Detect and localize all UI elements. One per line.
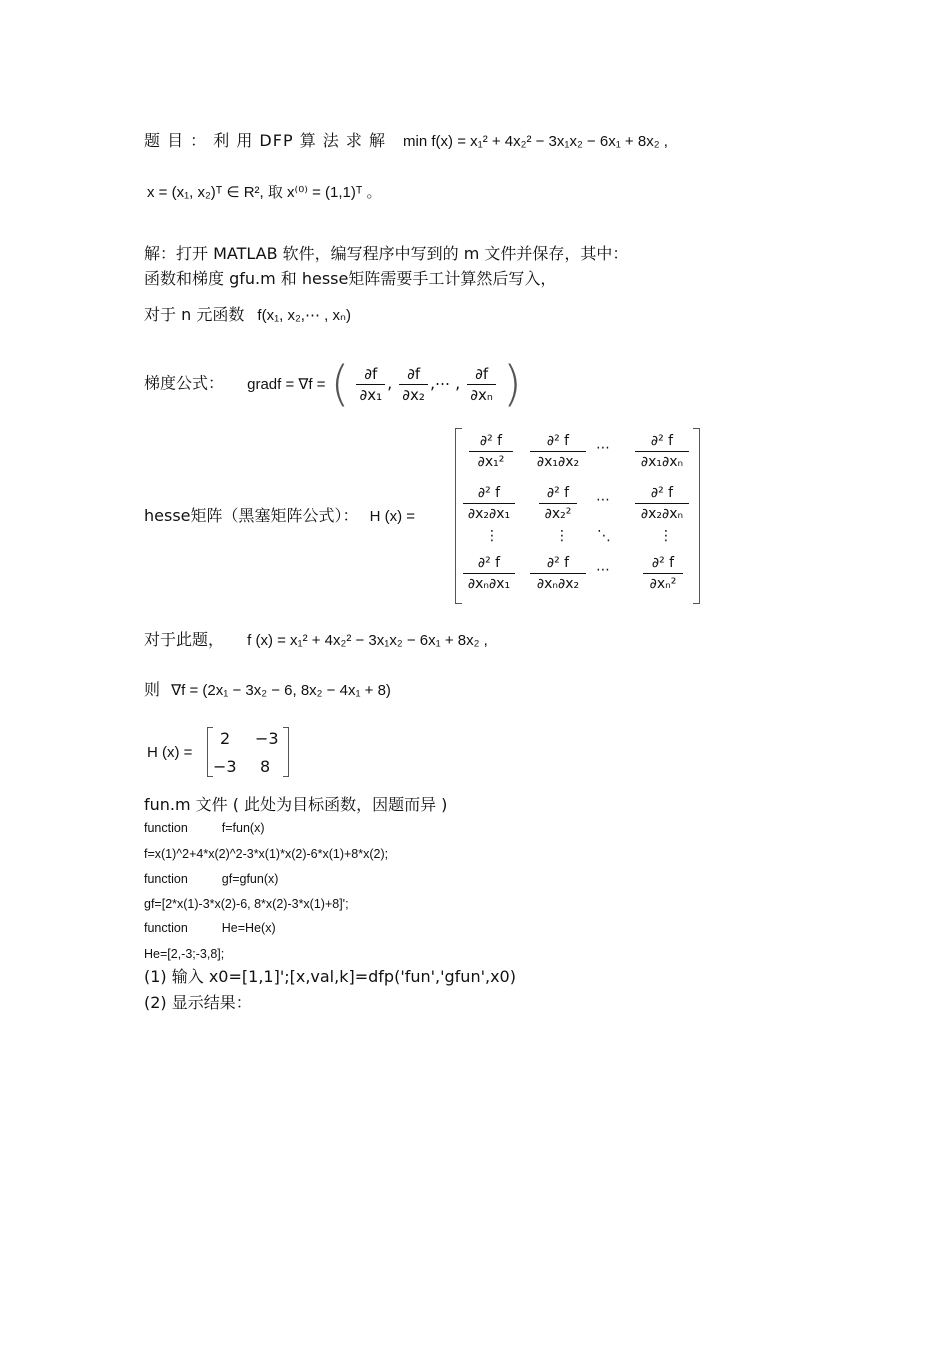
vdots: ⋮ (659, 528, 673, 544)
hesse-label-line (144, 506, 415, 527)
this-problem-label: 对于此题， (144, 630, 225, 649)
partial-x1-fraction (356, 364, 385, 405)
cell-num: ∂² f (530, 553, 586, 574)
cell-num: ∂² f (539, 483, 577, 504)
h-matrix-lhs: H (x) = (147, 744, 193, 761)
solution-line-2: 函数和梯度 gfu.m 和 hesse矩阵需要手工计算然后写入， (144, 269, 557, 288)
cell-num: ∂² f (635, 483, 689, 504)
h-matrix-11: 2 (220, 729, 231, 748)
code-line (144, 894, 349, 914)
hdots: ⋯ (596, 440, 610, 456)
hesse-cell-11 (469, 431, 513, 472)
hesse-cell-n2 (530, 553, 586, 594)
cell-num: ∂² f (469, 431, 513, 452)
h-matrix-22: 8 (260, 757, 271, 776)
code-line (144, 818, 265, 838)
cell-den: ∂x₁∂x₂ (536, 454, 580, 470)
n-function-label: 对于 n 元函数 (144, 305, 245, 324)
frac-den: ∂x₂ (402, 385, 425, 404)
cell-den: ∂xₙ∂x₂ (536, 576, 580, 592)
code-line (144, 844, 388, 864)
code-text: He=He(x) (221, 921, 276, 935)
hesse-cell-22 (539, 483, 577, 524)
code-line (144, 944, 224, 964)
code-keyword: function (144, 872, 188, 886)
code-text: f=fun(x) (221, 821, 265, 835)
frac-den: ∂xₙ (470, 385, 493, 404)
code-text: f=x(1)^2+4*x(2)^2-3*x(1)*x(2)-6*x(1)+8*x(2); (144, 847, 389, 861)
cell-den: ∂x₂² (544, 506, 572, 522)
cell-num: ∂² f (635, 431, 689, 452)
code-line (144, 918, 276, 938)
code-keyword: function (144, 821, 188, 835)
frac-num: ∂f (467, 364, 496, 385)
then-label: 则 (144, 680, 161, 699)
gradient-result-line (144, 680, 391, 701)
gradient-formula: 梯度公式： gradf = ∇f = ( $\frac{\partial f}{\text{∂x₁}}$ , $\frac{\partial f}{\text{∂x₂}}$ ,⋯ , $\frac{\partial f}{\text{∂xₙ}}$ ) (144, 356, 522, 412)
left-paren: ( (330, 356, 350, 412)
objective-function: min f(x) = x₁² + 4x₂² − 3x₁x₂ − 6x₁ + 8x₂ , (403, 133, 668, 150)
frac-num: ∂f (356, 364, 385, 385)
gradient-lhs: gradf = ∇f = (247, 375, 326, 393)
this-problem-function: f (x) = x₁² + 4x₂² − 3x₁x₂ − 6x₁ + 8x₂ , (247, 632, 488, 649)
matrix-right-bracket (693, 428, 700, 604)
cell-den: ∂x₁² (477, 454, 505, 470)
hdots: ⋯ (596, 492, 610, 508)
hesse-cell-2n (635, 483, 689, 524)
hesse-lhs: H (x) = (369, 508, 416, 525)
hesse-cell-nn (643, 553, 683, 594)
solution-line-1: 解：打开 MATLAB 软件，编写程序中写到的 m 文件并保存，其中： (144, 244, 629, 263)
hesse-cell-1n (635, 431, 689, 472)
cell-num: ∂² f (463, 483, 515, 504)
h-matrix-21: −3 (213, 757, 237, 776)
code-text: gf=[2*x(1)-3*x(2)-6, 8*x(2)-3*x(1)+8]'; (144, 897, 349, 911)
hesse-label: hesse矩阵（黑塞矩阵公式）： (144, 506, 359, 525)
code-text: gf=gfun(x) (221, 872, 279, 886)
hesse-cell-21 (463, 483, 515, 524)
frac-den: ∂x₁ (359, 385, 383, 404)
gradient-ellipsis: ⋯ (435, 375, 451, 393)
fun-file-header: fun.m 文件 ( 此处为目标函数，因题而异 ) (144, 795, 448, 814)
cell-den: ∂x₁∂xₙ (640, 454, 684, 470)
h-matrix (207, 727, 289, 779)
vdots: ⋮ (555, 528, 569, 544)
partial-x2-fraction (399, 364, 428, 405)
ddots: ⋱ (597, 528, 611, 544)
matrix-left-bracket (455, 428, 462, 604)
this-problem-line (144, 630, 488, 651)
code-keyword: function (144, 921, 188, 935)
hesse-cell-12 (530, 431, 586, 472)
hdots: ⋯ (596, 562, 610, 578)
vdots: ⋮ (485, 528, 499, 544)
cell-num: ∂² f (643, 553, 683, 574)
code-line (144, 869, 278, 889)
cell-num: ∂² f (463, 553, 515, 574)
problem-line (144, 131, 668, 152)
partial-xn-fraction (467, 364, 496, 405)
hesse-cell-n1 (463, 553, 515, 594)
frac-num: ∂f (399, 364, 428, 385)
n-function-expr: f(x₁, x₂,⋯ , xₙ) (257, 307, 351, 324)
h-matrix-12: −3 (255, 729, 279, 748)
n-function-line (144, 305, 351, 326)
hesse-matrix (455, 428, 700, 605)
cell-num: ∂² f (530, 431, 586, 452)
cell-den: ∂xₙ² (649, 576, 677, 592)
gradient-result: ∇f = (2x₁ − 3x₂ − 6, 8x₂ − 4x₁ + 8) (171, 682, 391, 699)
cell-den: ∂xₙ∂x₁ (467, 576, 511, 592)
cell-den: ∂x₂∂xₙ (640, 506, 684, 522)
cell-den: ∂x₂∂x₁ (467, 506, 511, 522)
problem-prefix: 题 目 ： 利 用 DFP 算 法 求 解 (144, 131, 386, 150)
step-1: (1) 输入 x0=[1,1]';[x,val,k]=dfp('fun','gfun',x0) (144, 967, 516, 986)
code-text: He=[2,-3;-3,8]; (144, 947, 225, 961)
gradient-label: 梯度公式： (144, 373, 225, 393)
right-paren: ) (503, 356, 522, 412)
matrix-right-bracket (283, 727, 289, 777)
step-2: (2) 显示结果： (144, 993, 252, 1012)
domain-line: x = (x₁, x₂)ᵀ ∈ R², 取 x⁽⁰⁾ = (1,1)ᵀ 。 (147, 184, 382, 201)
